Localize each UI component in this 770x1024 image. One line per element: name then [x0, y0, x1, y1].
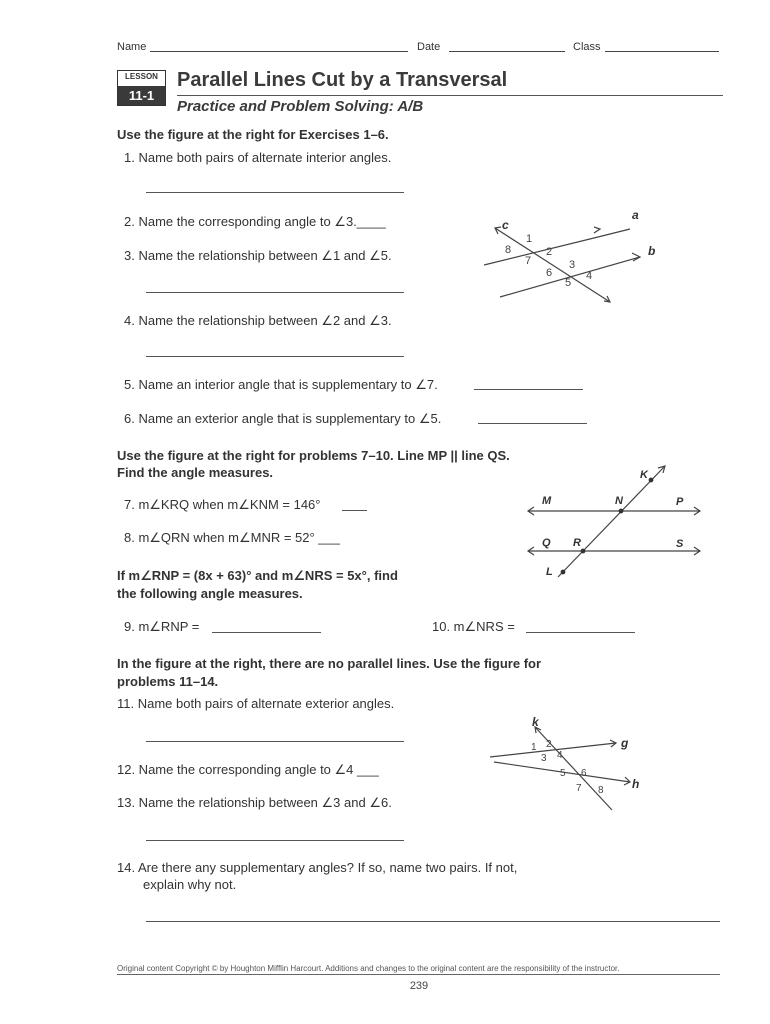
label-line-a: a [632, 208, 639, 222]
angle-label-2: 2 [546, 246, 553, 258]
angle-label-4: 4 [586, 270, 593, 282]
figure-nonparallel [480, 710, 650, 815]
point-l [561, 570, 566, 575]
question-6: 6. Name an exterior angle that is supplementary to ∠5. [124, 411, 442, 426]
page-number: 239 [409, 980, 429, 992]
answer-line-14[interactable] [146, 921, 720, 922]
point-k [649, 478, 654, 483]
question-1: 1. Name both pairs of alternate interior angles. [124, 150, 392, 165]
page-title: Parallel Lines Cut by a Transversal [177, 69, 508, 91]
given-equation-2: the following angle measures. [117, 586, 303, 601]
section3-instruction-2: problems 11–14. [117, 674, 219, 689]
answer-line-6[interactable] [478, 423, 587, 424]
question-12: 12. Name the corresponding angle to ∠4 ___ [117, 762, 379, 777]
question-8: 8. m∠QRN when m∠MNR = 52° ___ [124, 530, 340, 545]
lesson-word: LESSON [125, 72, 158, 81]
angle-label-5: 5 [565, 277, 572, 289]
question-2: 2. Name the corresponding angle to ∠3.____ [124, 214, 386, 229]
label-line-g: g [621, 736, 629, 750]
answer-line-5[interactable] [474, 389, 583, 390]
copyright-notice: Original content Copyright © by Houghton Mifflin Harcourt. Additions and changes to the original content are the responsibility of the instructor. [117, 964, 620, 973]
question-11: 11. Name both pairs of alternate exterior angles. [117, 696, 395, 711]
label-line-h: h [632, 777, 640, 791]
answer-line-7[interactable] [342, 510, 367, 511]
angle-label-3: 3 [569, 259, 576, 271]
answer-line-13[interactable] [146, 840, 404, 841]
angle-label-g7: 7 [576, 783, 582, 794]
label-line-c: c [502, 218, 509, 232]
question-9: 9. m∠RNP = [124, 619, 200, 634]
figure-transversal-1 [470, 205, 680, 310]
label-p: P [676, 496, 684, 508]
class-label: Class [573, 41, 601, 53]
question-13: 13. Name the relationship between ∠3 and ∠6. [117, 795, 392, 810]
question-14-line-1: 14. Are there any supplementary angles? If so, name two pairs. If not, [117, 860, 518, 875]
footer-rule [117, 974, 720, 975]
line-c [495, 228, 610, 302]
date-label: Date [417, 41, 441, 53]
angle-label-g4: 4 [557, 750, 563, 761]
question-14-line-2: explain why not. [143, 877, 237, 892]
line-kl [558, 466, 665, 577]
page-subtitle: Practice and Problem Solving: A/B [177, 98, 424, 115]
angle-label-g8: 8 [598, 785, 604, 796]
line-g [490, 743, 616, 757]
question-7: 7. m∠KRQ when m∠KNM = 146° [124, 497, 321, 512]
class-field-line[interactable] [605, 51, 719, 52]
angle-label-7: 7 [525, 255, 532, 267]
angle-label-g3: 3 [541, 753, 547, 764]
angle-label-6: 6 [546, 267, 553, 279]
angle-label-8: 8 [505, 244, 512, 256]
angle-label-g2: 2 [546, 739, 552, 750]
question-5: 5. Name an interior angle that is supplementary to ∠7. [124, 377, 438, 392]
given-equation-1: If m∠RNP = (8x + 63)° and m∠NRS = 5x°, find [117, 568, 398, 583]
label-l: L [546, 566, 553, 578]
label-line-b: b [648, 244, 656, 258]
point-r [581, 549, 586, 554]
answer-line-10[interactable] [526, 632, 635, 633]
angle-label-g5: 5 [560, 768, 566, 779]
angle-label-g1: 1 [531, 742, 537, 753]
section3-instruction-1: In the figure at the right, there are no parallel lines. Use the figure for [117, 656, 542, 671]
question-3: 3. Name the relationship between ∠1 and ∠5. [124, 248, 392, 263]
point-n [619, 509, 624, 514]
name-field-line[interactable] [150, 51, 408, 52]
answer-line-4[interactable] [146, 356, 404, 357]
answer-line-3[interactable] [146, 292, 404, 293]
label-k: K [640, 469, 648, 481]
title-rule [177, 95, 723, 96]
question-10: 10. m∠NRS = [432, 619, 515, 634]
question-4: 4. Name the relationship between ∠2 and ∠3. [124, 313, 392, 328]
label-q: Q [542, 537, 551, 549]
line-a-left [484, 237, 598, 265]
lesson-number: 11-1 [118, 86, 165, 105]
lesson-badge [117, 70, 166, 106]
answer-line-9[interactable] [212, 632, 321, 633]
label-m: M [542, 495, 552, 507]
date-field-line[interactable] [449, 51, 565, 52]
section2-instruction-1: Use the figure at the right for problems 7–10. Line MP || line QS. [117, 448, 510, 463]
answer-line-1[interactable] [146, 192, 404, 193]
figure-parallel-mp-qs [520, 460, 710, 585]
angle-label-g6: 6 [581, 768, 587, 779]
section2-instruction-2: Find the angle measures. [117, 465, 274, 480]
label-line-k: k [532, 715, 539, 729]
label-n: N [615, 495, 623, 507]
angle-label-1: 1 [526, 233, 533, 245]
name-label: Name [117, 41, 147, 53]
section1-instruction: Use the figure at the right for Exercises 1–6. [117, 127, 389, 142]
label-s: S [676, 538, 684, 550]
answer-line-11[interactable] [146, 741, 404, 742]
label-r: R [573, 537, 581, 549]
